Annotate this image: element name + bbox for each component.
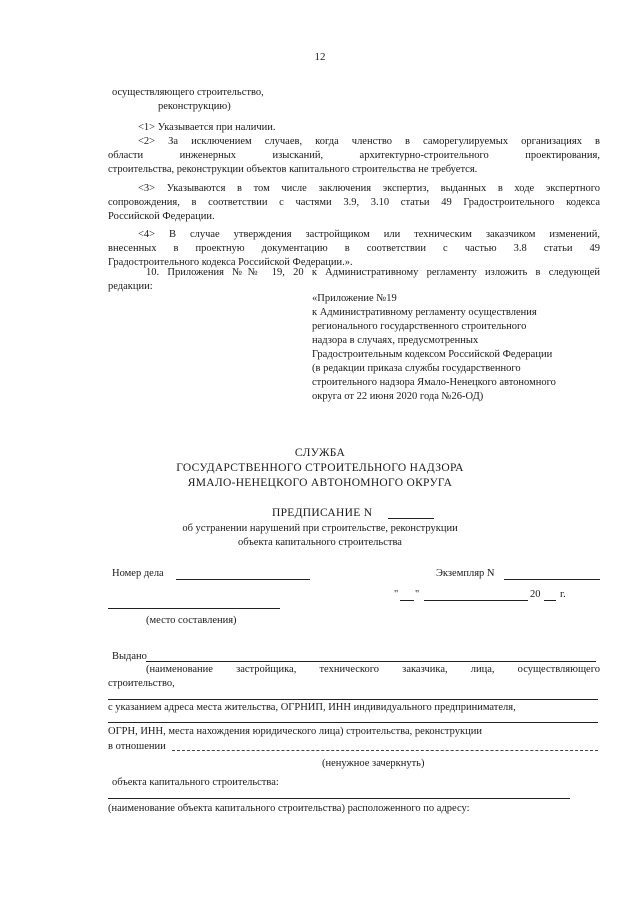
footnote-2-line-3: строительства, реконструкции объектов капитального строительства не требуется. — [108, 164, 478, 175]
object-hint: (наименование объекта капитального строительства) расположенного по адресу: — [108, 803, 470, 814]
paragraph-10-line-1: 10. Приложения №№ 19, 20 к Административному регламенту изложить в следующей — [146, 267, 600, 278]
footnote-4-line-3: Градостроительного кодекса Российской Федерации.». — [108, 257, 353, 268]
top-line-1: осуществляющего строительство, — [112, 87, 264, 98]
copy-number-line[interactable] — [504, 579, 600, 580]
appendix-line-4: надзора в случаях, предусмотренных — [312, 335, 479, 346]
footnote-3-line-1: <3> Указываются в том числе заключения экспертиз, выданных в ходе экспертного — [138, 183, 600, 194]
ogrn-hint: ОГРН, ИНН, места нахождения юридического лица) строительства, реконструкции — [108, 726, 482, 737]
date-day-line[interactable] — [400, 600, 414, 601]
object-line[interactable] — [108, 798, 570, 799]
appendix-line-1: «Приложение №19 — [312, 293, 397, 304]
agency-header-line-2: ГОСУДАРСТВЕННОГО СТРОИТЕЛЬНОГО НАДЗОРА — [176, 462, 464, 474]
address-hint: с указанием адреса места жительства, ОГРНИП, ИНН индивидуального предпринимателя, — [108, 702, 516, 713]
issued-hint-2: строительство, — [108, 678, 175, 689]
place-line[interactable] — [108, 608, 280, 609]
footnote-2-line-1: <2> За исключением случаев, когда членство в саморегулируемых организациях в — [138, 136, 600, 147]
place-label: (место составления) — [146, 615, 237, 626]
copy-number-label: Экземпляр N — [436, 568, 495, 579]
appendix-line-3: регионального государственного строительного — [312, 321, 527, 332]
date-year-suffix: г. — [560, 589, 566, 600]
footnote-1: <1> Указывается при наличии. — [138, 122, 276, 133]
appendix-line-2: к Административному регламенту осуществления — [312, 307, 537, 318]
issued-line-3[interactable] — [108, 722, 598, 723]
regarding-label: в отношении — [108, 741, 166, 752]
prescription-subtitle-2: объекта капитального строительства — [238, 537, 402, 548]
regarding-line[interactable] — [172, 750, 598, 751]
paragraph-10-line-2: редакции: — [108, 281, 153, 292]
issued-label: Выдано — [112, 651, 147, 662]
appendix-line-5: Градостроительным кодексом Российской Федерации — [312, 349, 553, 360]
appendix-line-6: (в редакции приказа службы государственного — [312, 363, 521, 374]
date-year-line[interactable] — [544, 600, 556, 601]
date-quote-open: " — [394, 589, 399, 600]
top-line-2: реконструкцию) — [158, 101, 231, 112]
strike-hint: (ненужное зачеркнуть) — [322, 758, 425, 769]
appendix-line-8: округа от 22 июня 2020 года №26-ОД) — [312, 391, 484, 402]
object-label: объекта капитального строительства: — [112, 777, 279, 788]
appendix-line-7: строительного надзора Ямало-Ненецкого автономного — [312, 377, 556, 388]
footnote-3-line-2: сопровождения, в соответствии с частями 3.9, 3.10 статьи 49 Градостроительного кодекса — [108, 197, 600, 208]
date-year-prefix: 20 — [530, 589, 541, 600]
agency-header-line-3: ЯМАЛО-НЕНЕЦКОГО АВТОНОМНОГО ОКРУГА — [187, 477, 453, 489]
footnote-4-line-1: <4> В случае утверждения застройщиком или техническим заказчиком изменений, — [138, 229, 600, 240]
issued-line-2[interactable] — [108, 699, 598, 700]
agency-header-line-1: СЛУЖБА — [294, 447, 346, 459]
date-month-line[interactable] — [424, 600, 528, 601]
issued-hint: (наименование застройщика, технического заказчика, лица, осуществляющего — [146, 664, 600, 675]
case-number-label: Номер дела — [112, 568, 164, 579]
prescription-number-line — [388, 518, 434, 519]
footnote-4-line-2: внесенных в проектную документацию в соответствии с частью 3.8 статьи 49 — [108, 243, 600, 254]
case-number-line[interactable] — [176, 579, 310, 580]
date-quote-close: " — [415, 589, 420, 600]
prescription-subtitle-1: об устранении нарушений при строительстве, реконструкции — [182, 523, 458, 534]
prescription-title: ПРЕДПИСАНИЕ N — [272, 507, 373, 519]
footnote-2-line-2: области инженерных изысканий, архитектурно-строительного проектирования, — [108, 150, 600, 161]
issued-line[interactable] — [146, 661, 596, 662]
page-number: 12 — [314, 51, 326, 63]
footnote-3-line-3: Российской Федерации. — [108, 211, 215, 222]
